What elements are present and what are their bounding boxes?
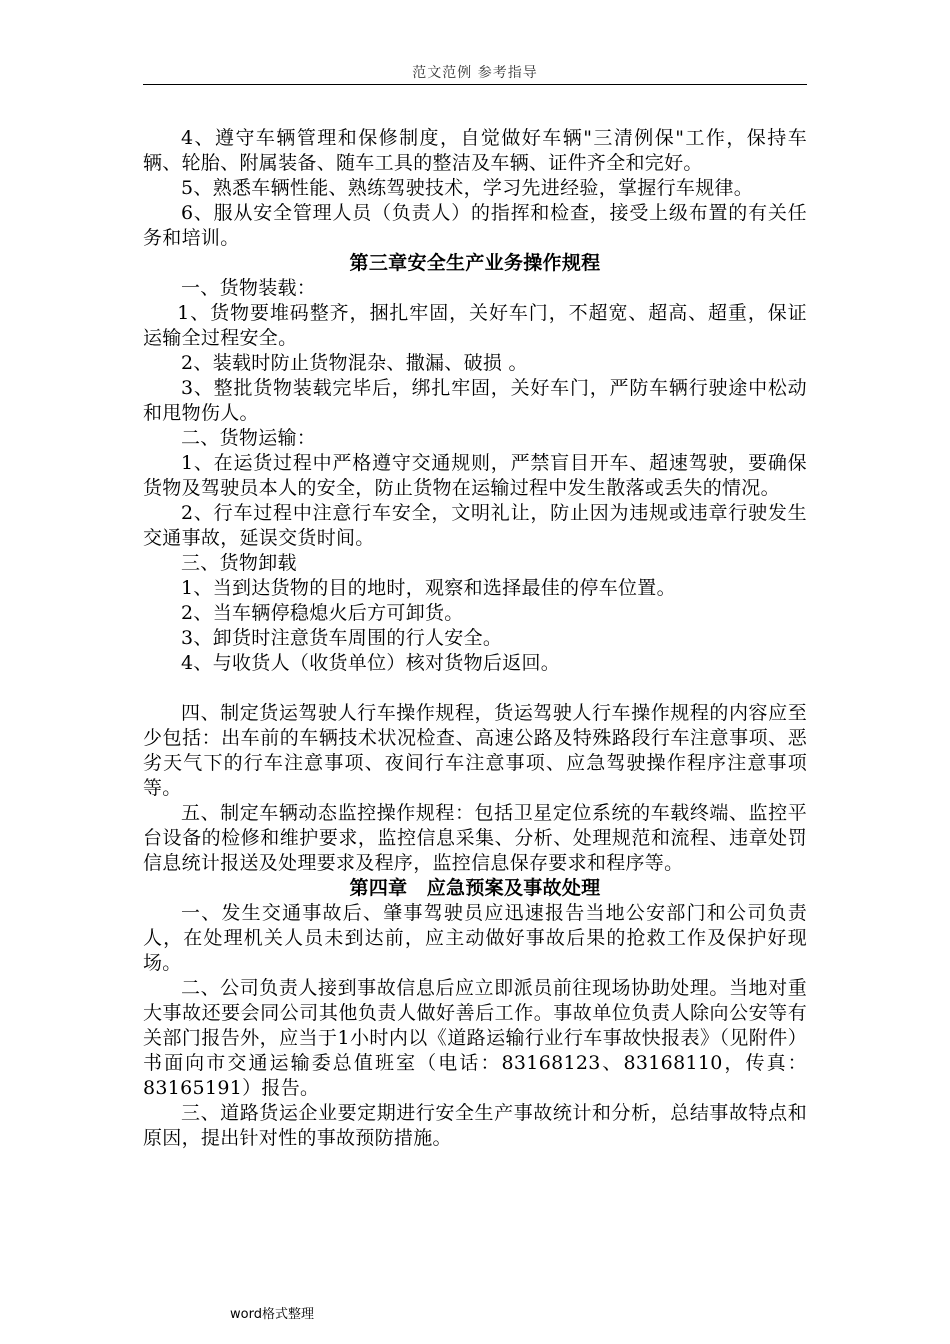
paragraph: 1、当到达货物的目的地时，观察和选择最佳的停车位置。: [181, 577, 676, 599]
paragraph: 3、整批货物装载完毕后，绑扎牢固，关好车门，严防车辆行驶途中松动和甩物伤人。: [143, 377, 807, 424]
paragraph: 三、道路货运企业要定期进行安全生产事故统计和分析，总结事故特点和原因，提出针对性的事故预防措施。: [143, 1102, 807, 1149]
document-body: [143, 126, 807, 1151]
section-heading: 三、货物卸载: [181, 552, 297, 574]
paragraph: 五、制定车辆动态监控操作规程：包括卫星定位系统的车载终端、监控平台设备的检修和维护要求，监控信息采集、分析、处理规范和流程、违章处罚信息统计报送及处理要求及程序，监控信息保存要求和程序等。: [143, 802, 807, 874]
paragraph: 5、熟悉车辆性能、熟练驾驶技术，学习先进经验，掌握行车规律。: [181, 177, 754, 199]
paragraph: 4、遵守车辆管理和保修制度，自觉做好车辆"三清例保"工作，保持车辆、轮胎、附属装备、随车工具的整洁及车辆、证件齐全和完好。: [143, 127, 807, 174]
blank-line: [143, 676, 807, 701]
header-rule: [143, 84, 807, 85]
page-footer: word格式整理: [230, 1307, 314, 1322]
paragraph: 2、当车辆停稳熄火后方可卸货。: [181, 602, 464, 624]
paragraph: 1、货物要堆码整齐，捆扎牢固，关好车门，不超宽、超高、超重，保证运输全过程安全。: [143, 302, 807, 349]
paragraph: 2、装载时防止货物混杂、撒漏、破损 。: [181, 352, 528, 374]
paragraph: 4、与收货人（收货单位）核对货物后返回。: [181, 652, 561, 674]
page-header: 范文范例 参考指导: [412, 65, 538, 81]
chapter-heading-4: 第四章 应急预案及事故处理: [349, 877, 601, 899]
paragraph: 1、在运货过程中严格遵守交通规则，严禁盲目开车、超速驾驶，要确保货物及驾驶员本人的安全，防止货物在运输过程中发生散落或丢失的情况。: [143, 452, 807, 499]
paragraph: 四、制定货运驾驶人行车操作规程，货运驾驶人行车操作规程的内容应至少包括：出车前的车辆技术状况检查、高速公路及特殊路段行车注意事项、恶劣天气下的行车注意事项、夜间行车注意事项、应急驾驶操作程序注意事项等。: [143, 702, 807, 799]
section-heading: 一、货物装载：: [181, 277, 317, 299]
paragraph: 6、服从安全管理人员（负责人）的指挥和检查，接受上级布置的有关任务和培训。: [143, 202, 807, 249]
chapter-heading-3: 第三章安全生产业务操作规程: [349, 252, 601, 274]
section-heading: 二、货物运输：: [181, 427, 317, 449]
paragraph: 二、公司负责人接到事故信息后应立即派员前往现场协助处理。当地对重大事故还要会同公司其他负责人做好善后工作。事故单位负责人除向公安等有关部门报告外，应当于1小时内以《道路运输行业行车事故快报表》（见附件）书面向市交通运输委总值班室（电话：83168123、83168110，传真：83165191）报告。: [143, 977, 807, 1099]
paragraph: 2、行车过程中注意行车安全，文明礼让，防止因为违规或违章行驶发生交通事故，延误交货时间。: [143, 502, 807, 549]
paragraph: 3、卸货时注意货车周围的行人安全。: [181, 627, 503, 649]
paragraph: 一、发生交通事故后、肇事驾驶员应迅速报告当地公安部门和公司负责人，在处理机关人员未到达前，应主动做好事故后果的抢救工作及保护好现场。: [143, 902, 807, 974]
